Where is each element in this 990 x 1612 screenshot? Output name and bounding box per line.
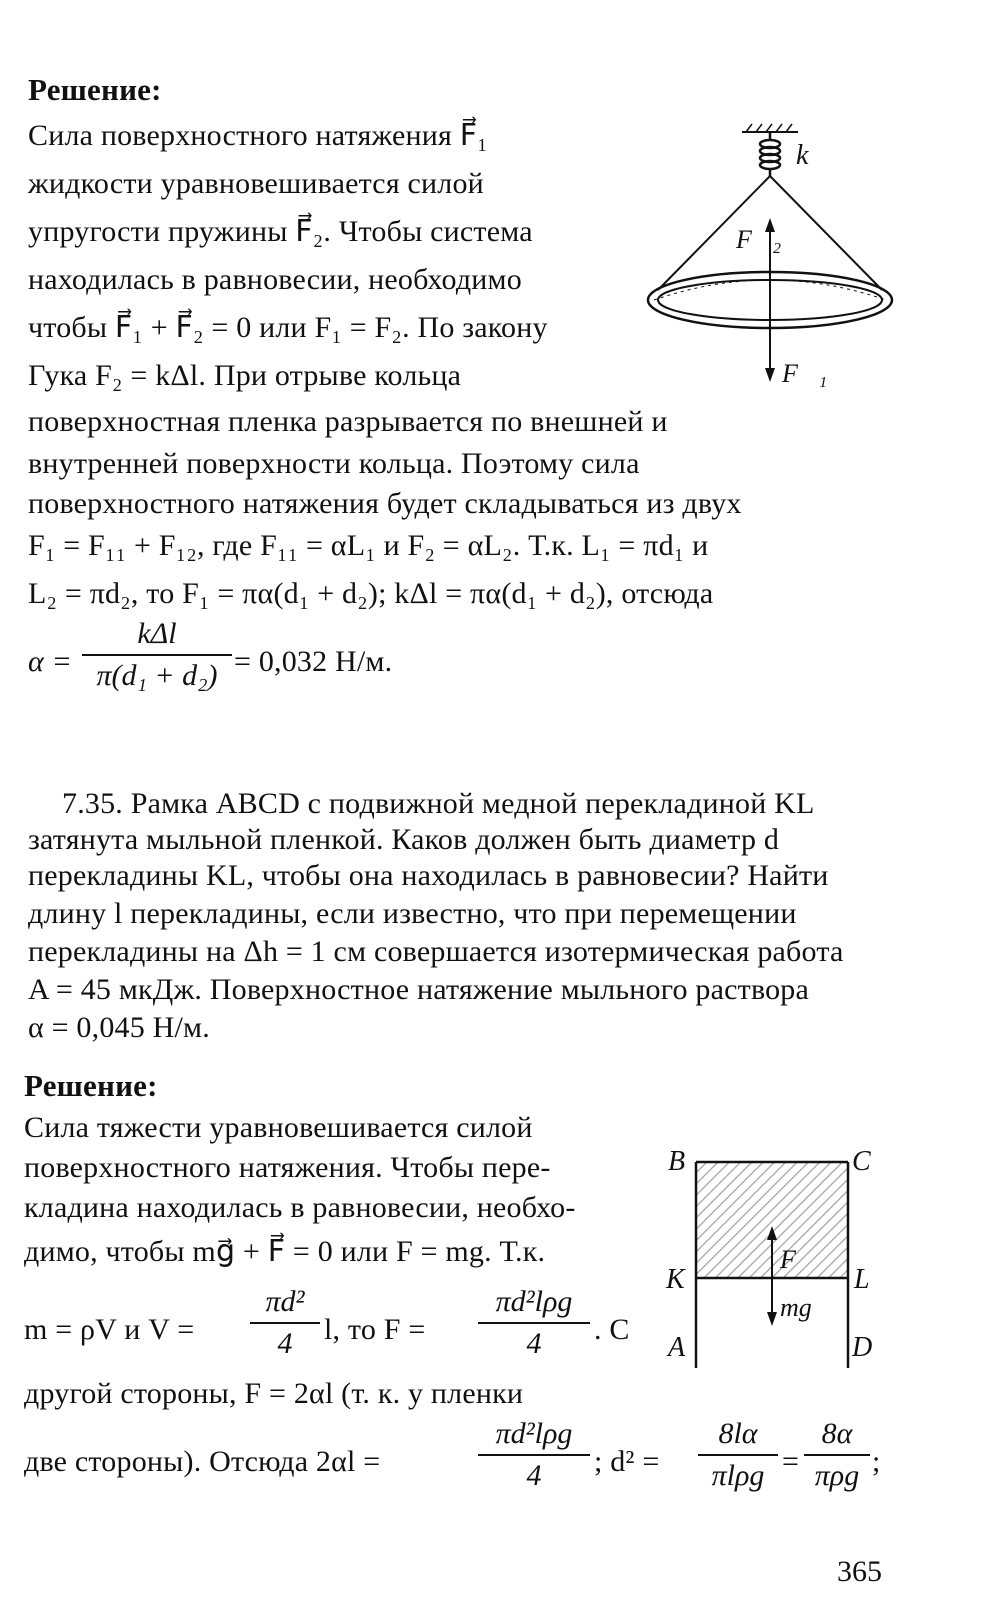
solution2-line5-part1: m = ρV и V = (24, 1313, 195, 1346)
fraction-2al-denominator: 4 (526, 1459, 542, 1492)
solution1-line-1: Сила поверхностного натяжения F⃗₁ (28, 119, 488, 152)
solution-heading-1: Решение: (28, 72, 162, 107)
solution2-line5-part2: l, то F = (324, 1313, 426, 1346)
formula-numerator: kΔl (137, 617, 177, 650)
solution1-line-7: поверхностная пленка разрывается по внешней и (28, 405, 668, 438)
fraction-final (804, 1416, 870, 1494)
solution1-line-6: Гука F₂ = kΔl. При отрыве кольца (28, 359, 462, 392)
problem-line-1: 7.35. Рамка ABCD с подвижной медной перекладиной KL (62, 787, 815, 820)
label-a: A (668, 1332, 686, 1363)
fraction-final-denominator: πρg (814, 1459, 860, 1492)
formula-denominator: π(d₁ + d₂) (96, 659, 218, 692)
fraction-volume-denominator: 4 (277, 1327, 293, 1360)
arrow-f1-head (765, 368, 775, 382)
solution1-line-11: L₂ = πd₂, то F₁ = πα(d₁ + d₂); kΔl = πα(d₁ + d₂), отсюда (28, 577, 714, 610)
fraction-force-denominator: 4 (526, 1327, 542, 1360)
solution1-line-3: упругости пружины F⃗₂. Чтобы система (28, 215, 533, 248)
solution2-line5-part3: . С (594, 1313, 630, 1346)
solution2-line7-part4: ; (872, 1445, 881, 1478)
label-f1: F⃗₁ (782, 359, 828, 388)
problem-line-4: длину l перекладины, если известно, что при перемещении (28, 897, 797, 930)
page-number: 365 (837, 1555, 882, 1588)
label-l: L (854, 1264, 870, 1295)
solution1-line-9: поверхностного натяжения будет складываться из двух (28, 487, 742, 520)
label-mg: mg⃗ (780, 1293, 832, 1322)
fraction-2al (478, 1416, 590, 1494)
arrow-mg-head (767, 1312, 777, 1326)
frame-figure (660, 1140, 890, 1380)
fraction-bar (82, 654, 232, 656)
solution2-line7-part1: две стороны). Отсюда 2αl = (24, 1445, 381, 1478)
solution1-line-4: находилась в равновесии, необходимо (28, 263, 522, 296)
solution2-line-3: кладина находилась в равновесии, необхо- (24, 1191, 576, 1224)
solution2-line-1: Сила тяжести уравновешивается силой (24, 1111, 533, 1144)
fraction-d-squared-denominator: πlρg (711, 1459, 765, 1492)
solution1-line-10: F₁ = F₁₁ + F₁₂, где F₁₁ = αL₁ и F₂ = αL₂. Т.к. L₁ = πd₁ и (28, 529, 709, 562)
fraction-d-squared-numerator: 8lα (718, 1417, 758, 1450)
solution2-line-4: димо, чтобы mg⃗ + F⃗ = 0 или F = mg. Т.к. (24, 1235, 546, 1268)
solution2-line-2: поверхностного натяжения. Чтобы пере- (24, 1151, 551, 1184)
label-k: k (796, 140, 809, 171)
label-k: K (666, 1264, 685, 1295)
fraction-d-squared (698, 1416, 778, 1494)
ceiling-hatch (746, 124, 792, 132)
problem-line-2: затянута мыльной пленкой. Каков должен быть диаметр d (28, 823, 780, 856)
fraction-bar (804, 1454, 870, 1456)
fraction-volume (250, 1284, 320, 1362)
formula-fraction (82, 616, 232, 694)
problem-line-3: перекладины KL, чтобы она находилась в равновесии? Найти (28, 859, 829, 892)
solution1-line-5: чтобы F⃗₁ + F⃗₂ = 0 или F₁ = F₂. По закону (28, 311, 548, 344)
fraction-bar (478, 1322, 590, 1324)
formula-result: = 0,032 Н/м. (234, 645, 393, 678)
fraction-force-numerator: πd²lρg (495, 1285, 573, 1318)
label-f: F⃗ (780, 1245, 817, 1274)
solution1-line-8: внутренней поверхности кольца. Поэтому сила (28, 447, 640, 480)
fraction-force (478, 1284, 590, 1362)
fraction-bar (698, 1454, 778, 1456)
ring-spring-figure (640, 120, 900, 400)
solution2-line-6: другой стороны, F = 2αl (т. к. у пленки (24, 1377, 524, 1410)
formula-lhs: α = (28, 645, 73, 678)
fraction-bar (250, 1322, 320, 1324)
label-f2: F⃗₂ (736, 225, 782, 254)
solution2-line7-part3: = (782, 1445, 800, 1478)
label-d: D (852, 1332, 873, 1363)
problem-line-6: A = 45 мкДж. Поверхностное натяжение мыльного раствора (28, 973, 810, 1006)
label-b: B (668, 1146, 686, 1177)
label-c: C (852, 1146, 871, 1177)
fraction-2al-numerator: πd²lρg (495, 1417, 573, 1450)
solution-heading-2: Решение: (24, 1068, 158, 1103)
solution2-line7-part2: ; d² = (594, 1445, 660, 1478)
problem-line-5: перекладины на Δh = 1 см совершается изотермическая работа (28, 935, 844, 968)
fraction-volume-numerator: πd² (265, 1285, 305, 1318)
solution1-line-2: жидкости уравновешивается силой (28, 167, 484, 200)
fraction-final-numerator: 8α (821, 1417, 853, 1450)
fraction-bar (478, 1454, 590, 1456)
spring (760, 132, 780, 176)
problem-line-7: α = 0,045 Н/м. (28, 1011, 210, 1044)
